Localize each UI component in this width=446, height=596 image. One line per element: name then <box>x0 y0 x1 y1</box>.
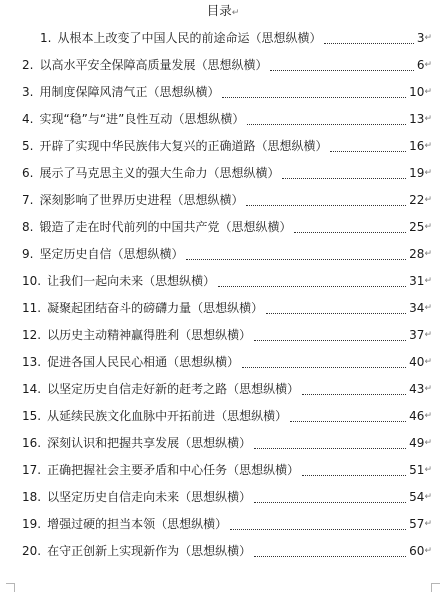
toc-entry-number: 4. <box>22 112 34 126</box>
toc-entry[interactable] <box>22 190 432 210</box>
toc-entry-title: 凝聚起团结奋斗的磅礴力量（思想纵横） <box>47 301 264 315</box>
toc-title-text: 目录 <box>206 3 232 18</box>
toc-entry-title: 让我们一起向未来（思想纵横） <box>47 274 216 288</box>
toc-entry-page: 3 <box>416 31 425 45</box>
toc-entry[interactable] <box>22 217 432 237</box>
toc-entry[interactable] <box>22 55 432 75</box>
dot-leader <box>254 336 406 341</box>
paragraph-mark-icon: ↵ <box>424 276 432 286</box>
toc-entry-number: 5. <box>22 139 34 153</box>
toc-entry-number: 20. <box>22 544 42 558</box>
toc-entry-page: 13 <box>409 112 425 126</box>
toc-entry-number: 6. <box>22 166 34 180</box>
toc-entry-page: 6 <box>416 58 425 72</box>
toc-entry-title: 深刻认识和把握共享发展（思想纵横） <box>47 436 252 450</box>
paragraph-mark-icon: ↵ <box>424 33 432 43</box>
toc-entry-page: 16 <box>409 139 425 153</box>
toc-title <box>0 3 446 21</box>
paragraph-mark-icon: ↵ <box>424 249 432 259</box>
dot-leader <box>254 552 406 557</box>
toc-entry-page: 49 <box>409 436 425 450</box>
paragraph-mark-icon: ↵ <box>231 8 240 18</box>
paragraph-mark-icon: ↵ <box>424 87 432 97</box>
paragraph-mark-icon: ↵ <box>424 465 432 475</box>
toc-entry[interactable] <box>22 514 432 534</box>
toc-entry-page: 57 <box>409 517 425 531</box>
toc-entry-number: 2. <box>22 58 34 72</box>
toc-entry-page: 28 <box>409 247 425 261</box>
toc-entry-page: 34 <box>409 301 425 315</box>
toc-entry-page: 25 <box>409 220 425 234</box>
dot-leader <box>302 471 406 476</box>
dot-leader <box>247 120 406 125</box>
toc-entry[interactable] <box>22 460 432 480</box>
toc-entry-title: 用制度保障风清气正（思想纵横） <box>39 85 220 99</box>
toc-entry-title: 在守正创新上实现新作为（思想纵横） <box>47 544 252 558</box>
toc-entry-title: 以坚定历史自信走向未来（思想纵横） <box>47 490 252 504</box>
paragraph-mark-icon: ↵ <box>424 141 432 151</box>
toc-entry[interactable] <box>22 487 432 507</box>
toc-entry-title: 以历史主动精神赢得胜利（思想纵横） <box>47 328 252 342</box>
toc-entry-number: 15. <box>22 409 42 423</box>
dot-leader <box>270 66 413 71</box>
toc-entry-page: 10 <box>409 85 425 99</box>
toc-entry[interactable] <box>22 298 432 318</box>
toc-entry-number: 11. <box>22 301 42 315</box>
toc-entry[interactable] <box>22 109 432 129</box>
toc-entry-number: 10. <box>22 274 42 288</box>
dot-leader <box>290 417 406 422</box>
dot-leader <box>218 282 406 287</box>
toc-entry-number: 12. <box>22 328 42 342</box>
paragraph-mark-icon: ↵ <box>424 519 432 529</box>
toc-entry-number: 14. <box>22 382 42 396</box>
toc-entry[interactable] <box>22 244 432 264</box>
dot-leader <box>266 309 406 314</box>
toc-entry[interactable] <box>22 82 432 102</box>
toc-entry[interactable] <box>22 379 432 399</box>
toc-entry[interactable] <box>22 352 432 372</box>
paragraph-mark-icon: ↵ <box>424 546 432 556</box>
toc-entry-number: 8. <box>22 220 34 234</box>
paragraph-mark-icon: ↵ <box>424 438 432 448</box>
paragraph-mark-icon: ↵ <box>424 411 432 421</box>
toc-entry-title: 深刻影响了世界历史进程（思想纵横） <box>39 193 244 207</box>
toc-entry-title: 从延续民族文化血脉中开拓前进（思想纵横） <box>47 409 288 423</box>
toc-entry[interactable] <box>22 433 432 453</box>
toc-entry-page: 37 <box>409 328 425 342</box>
toc-entry[interactable] <box>22 136 432 156</box>
toc-entry-number: 17. <box>22 463 42 477</box>
toc-entry-title: 锻造了走在时代前列的中国共产党（思想纵横） <box>39 220 292 234</box>
toc-entry[interactable] <box>22 325 432 345</box>
toc-entry-page: 46 <box>409 409 425 423</box>
paragraph-mark-icon: ↵ <box>424 492 432 502</box>
dot-leader <box>254 444 406 449</box>
toc-entry-title: 正确把握社会主要矛盾和中心任务（思想纵横） <box>47 463 300 477</box>
toc-entry-title: 实现“稳”与“进”良性互动（思想纵横） <box>39 112 245 126</box>
toc-entry-title: 坚定历史自信（思想纵横） <box>39 247 184 261</box>
margin-corner-icon <box>6 583 15 592</box>
toc-entry-page: 19 <box>409 166 425 180</box>
toc-entry-title: 以高水平安全保障高质量发展（思想纵横） <box>39 58 268 72</box>
paragraph-mark-icon: ↵ <box>424 303 432 313</box>
toc-entry-title: 开辟了实现中华民族伟大复兴的正确道路（思想纵横） <box>39 139 328 153</box>
toc-entry-number: 16. <box>22 436 42 450</box>
toc-entry-title: 增强过硬的担当本领（思想纵横） <box>47 517 228 531</box>
toc-entry-title: 促进各国人民民心相通（思想纵横） <box>47 355 240 369</box>
dot-leader <box>242 363 406 368</box>
toc-entry-number: 13. <box>22 355 42 369</box>
toc-entry[interactable] <box>40 28 432 48</box>
dot-leader <box>230 525 406 530</box>
toc-entry-page: 60 <box>409 544 425 558</box>
toc-entry-page: 54 <box>409 490 425 504</box>
paragraph-mark-icon: ↵ <box>424 114 432 124</box>
dot-leader <box>324 39 413 44</box>
dot-leader <box>186 255 406 260</box>
paragraph-mark-icon: ↵ <box>424 384 432 394</box>
toc-entry-page: 22 <box>409 193 425 207</box>
paragraph-mark-icon: ↵ <box>424 357 432 367</box>
paragraph-mark-icon: ↵ <box>424 330 432 340</box>
margin-corner-icon <box>431 583 440 592</box>
dot-leader <box>282 174 406 179</box>
toc-entry-page: 51 <box>409 463 425 477</box>
toc-entry-number: 1. <box>40 31 52 45</box>
toc-entry-page: 43 <box>409 382 425 396</box>
dot-leader <box>246 201 406 206</box>
paragraph-mark-icon: ↵ <box>424 195 432 205</box>
paragraph-mark-icon: ↵ <box>424 168 432 178</box>
toc-entry-number: 18. <box>22 490 42 504</box>
dot-leader <box>302 390 406 395</box>
toc-entry-title: 以坚定历史自信走好新的赶考之路（思想纵横） <box>47 382 300 396</box>
toc-entry[interactable] <box>22 406 432 426</box>
toc-entry-number: 7. <box>22 193 34 207</box>
dot-leader <box>222 93 406 98</box>
toc-entry-page: 40 <box>409 355 425 369</box>
paragraph-mark-icon: ↵ <box>424 222 432 232</box>
toc-entry[interactable] <box>22 163 432 183</box>
toc-entry-number: 3. <box>22 85 34 99</box>
toc-entry[interactable] <box>22 541 432 561</box>
toc-entry-title: 从根本上改变了中国人民的前途命运（思想纵横） <box>57 31 322 45</box>
paragraph-mark-icon: ↵ <box>424 60 432 70</box>
dot-leader <box>294 228 406 233</box>
dot-leader <box>254 498 406 503</box>
dot-leader <box>330 147 406 152</box>
toc-entry-number: 19. <box>22 517 42 531</box>
toc-entry-number: 9. <box>22 247 34 261</box>
toc-entry-title: 展示了马克思主义的强大生命力（思想纵横） <box>39 166 280 180</box>
toc-entry-page: 31 <box>409 274 425 288</box>
toc-entry[interactable] <box>22 271 432 291</box>
